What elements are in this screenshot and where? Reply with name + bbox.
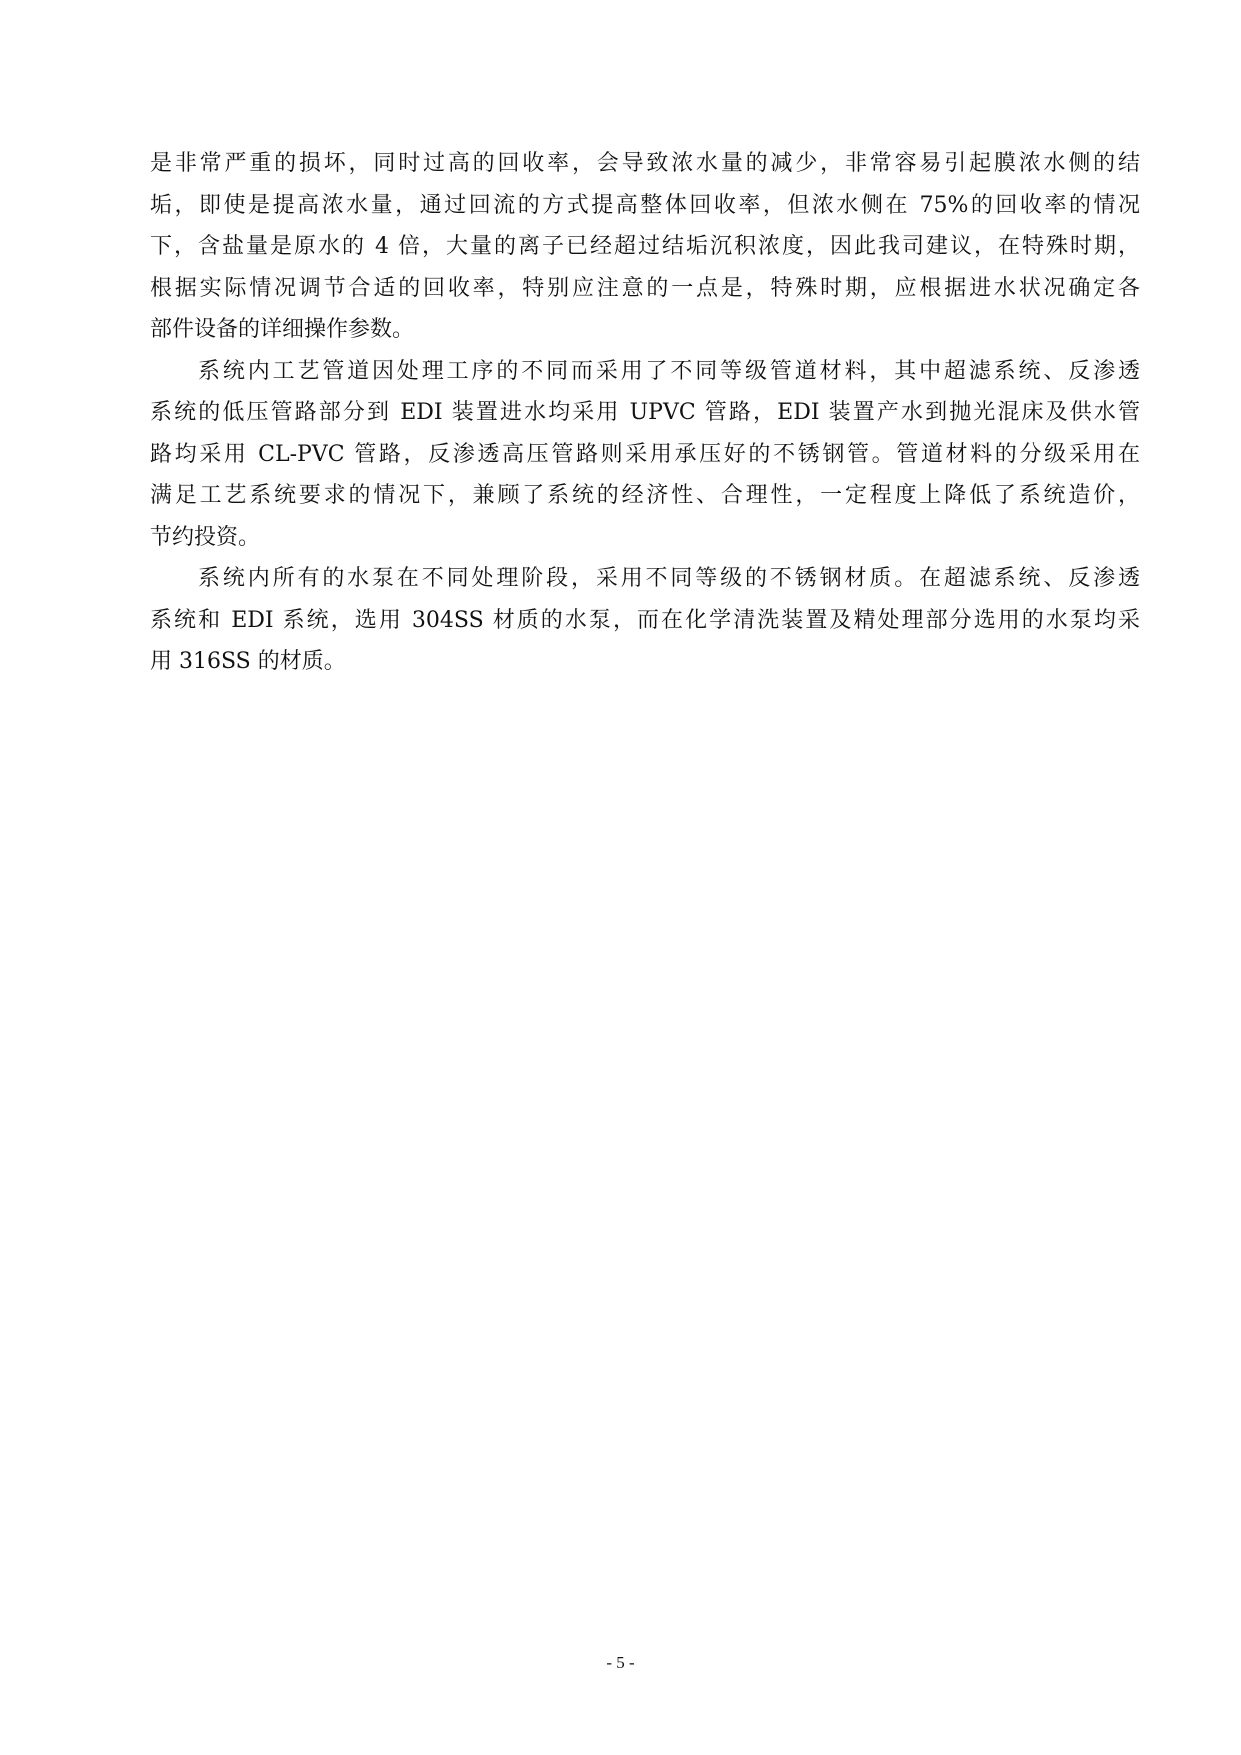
text-line: 根据实际情况调节合适的回收率，特别应注意的一点是，特殊时期，应根据进水状况确定各: [150, 275, 1140, 301]
text-line: 是非常严重的损坏，同时过高的回收率，会导致浓水量的减少，非常容易引起膜浓水侧的结: [150, 151, 1140, 176]
text-line: 系统内所有的水泵在不同处理阶段，采用不同等级的不锈钢材质。在超滤系统、反渗透: [198, 566, 1140, 591]
body-text: [150, 143, 1140, 683]
paragraph-pump-materials: [150, 558, 1140, 683]
text-line: 下，含盐量是原水的 4 倍，大量的离子已经超过结垢沉积浓度，因此我司建议，在特殊时期，: [150, 234, 1140, 259]
text-line: 系统内工艺管道因处理工序的不同而采用了不同等级管道材料，其中超滤系统、反渗透: [198, 358, 1140, 384]
text-line: 部件设备的详细操作参数。: [150, 317, 415, 342]
text-line: 满足工艺系统要求的情况下，兼顾了系统的经济性、合理性，一定程度上降低了系统造价，: [150, 483, 1140, 508]
text-line: 用 316SS 的材质。: [150, 649, 346, 674]
paragraph-recovery-rate: [150, 143, 1140, 351]
text-line: 垢，即使是提高浓水量，通过回流的方式提高整体回收率，但浓水侧在 75%的回收率的情况: [150, 192, 1140, 218]
paragraph-piping-materials: [150, 351, 1140, 559]
text-line: 节约投资。: [150, 524, 261, 550]
text-line: 系统的低压管路部分到 EDI 装置进水均采用 UPVC 管路，EDI 装置产水到抛光混床及供水管: [150, 400, 1140, 425]
text-line: 路均采用 CL-PVC 管路，反渗透高压管路则采用承压好的不锈钢管。管道材料的分级采用在: [150, 441, 1140, 467]
text-line: 系统和 EDI 系统，选用 304SS 材质的水泵，而在化学清洗装置及精处理部分选用的水泵均采: [150, 607, 1140, 633]
page-number: - 5 -: [606, 1653, 635, 1672]
